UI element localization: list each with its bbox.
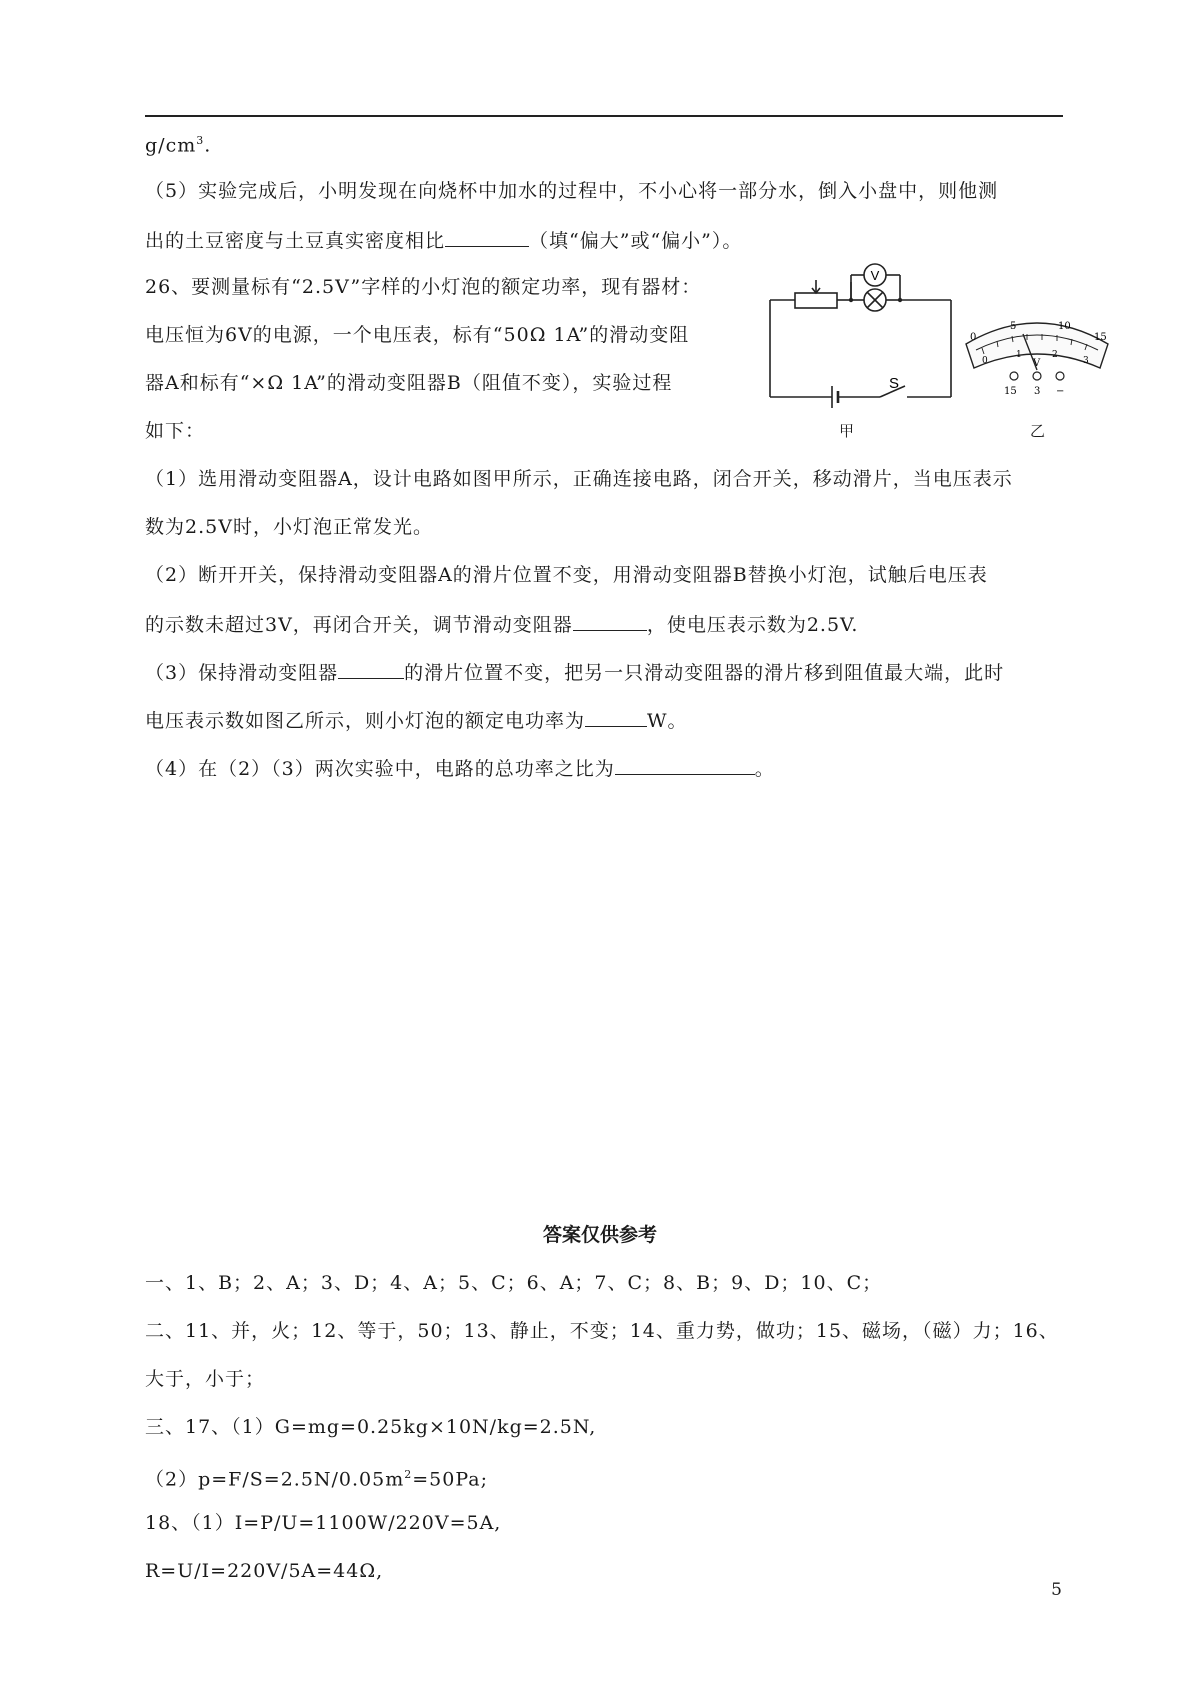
q26-3-line2: 电压表示数如图乙所示，则小灯泡的额定电功率为 W。	[145, 706, 688, 734]
answers-heading: 答案仅供参考	[542, 1224, 657, 1246]
dial-tick-top-0: 0	[970, 332, 977, 343]
q26-intro-line4: 如下：	[145, 420, 206, 442]
unit-fragment: $g/cm^3$.	[145, 134, 212, 157]
q26-1-line1: （1）选用滑动变阻器A，设计电路如图甲所示，正确连接电路，闭合开关，移动滑片，当电压表示	[145, 468, 1013, 490]
dial-tick-top-15: 15	[1094, 332, 1107, 343]
q26-intro-line1: 26、要测量标有“2.5V”字样的小灯泡的额定功率，现有器材：	[145, 276, 702, 298]
q26-2-line1: （2）断开开关，保持滑动变阻器A的滑片位置不变，用滑动变阻器B替换小灯泡，试触后电压表	[145, 564, 988, 586]
figure-label-yi: 乙	[1030, 422, 1046, 440]
q26-2-line2: 的示数未超过3V，再闭合开关，调节滑动变阻器 ，使电压表示数为2.5V.	[145, 610, 858, 638]
circuit-diagram	[765, 268, 955, 422]
answers-line3: 大于，小于；	[145, 1368, 266, 1390]
dial-tick-bottom-2: 2	[1052, 350, 1058, 360]
terminal-negative: −	[1056, 386, 1065, 397]
dial-tick-top-10: 10	[1058, 321, 1071, 332]
dial-unit: V	[1033, 358, 1041, 369]
q26-4-line: （4）在（2）（3）两次实验中，电路的总功率之比为 。	[145, 754, 775, 782]
q25-5-line1: （5）实验完成后，小明发现在向烧杯中加水的过程中，不小心将一部分水，倒入小盘中，则他测	[145, 180, 999, 202]
answers-line5: $(2)p=F/S=2.5N/0.05m^2=50Pa$;	[145, 1468, 489, 1491]
q26-3-line1: （3）保持滑动变阻器 的滑片位置不变，把另一只滑动变阻器的滑片移到阻值最大端，此时	[145, 658, 1004, 686]
answers-line4: 三、17、（1）G=mg=0.25kg×10N/kg=2.5N,	[145, 1416, 597, 1438]
answers-line2: 二、11、并，火；12、等于，50；13、静止，不变；14、重力势，做功；15、磁场，（磁）力；16、	[145, 1320, 1059, 1342]
dial-tick-bottom-3: 3	[1083, 356, 1089, 366]
answer-blank[interactable]	[585, 706, 647, 727]
dial-tick-bottom-0: 0	[982, 356, 988, 366]
answers-line7: R=U/I=220V/5A=44Ω,	[145, 1560, 384, 1582]
answer-blank[interactable]	[615, 754, 755, 775]
terminal-15: 15	[1004, 386, 1017, 397]
answers-line1: 一、1、B；2、A；3、D；4、A；5、C；6、A；7、C；8、B；9、D；10、C；	[145, 1272, 883, 1294]
answer-blank[interactable]	[573, 610, 647, 631]
voltmeter-symbol: V	[870, 268, 880, 283]
dial-tick-bottom-1: 1	[1016, 350, 1022, 360]
q26-intro-line2: 电压恒为6V的电源，一个电压表，标有“50Ω 1A”的滑动变阻	[145, 324, 690, 346]
voltmeter-dial	[962, 312, 1112, 407]
figure-label-jia: 甲	[839, 422, 855, 440]
terminal-3: 3	[1034, 386, 1041, 397]
q26-intro-line3: 器A和标有“×Ω 1A”的滑动变阻器B（阻值不变），实验过程	[145, 372, 673, 394]
page-number: 5	[1051, 1580, 1062, 1600]
switch-label: S	[889, 375, 900, 392]
dial-tick-top-5: 5	[1010, 321, 1017, 332]
q25-5-line2: 出的土豆密度与土豆真实密度相比 （填“偏大”或“偏小”）。	[145, 226, 742, 254]
answer-blank[interactable]	[338, 658, 404, 679]
header-rule	[145, 115, 1063, 117]
answers-line6: 18、（1）I=P/U=1100W/220V=5A,	[145, 1512, 502, 1534]
q26-1-line2: 数为2.5V时，小灯泡正常发光。	[145, 516, 433, 538]
answer-blank[interactable]	[445, 226, 529, 247]
